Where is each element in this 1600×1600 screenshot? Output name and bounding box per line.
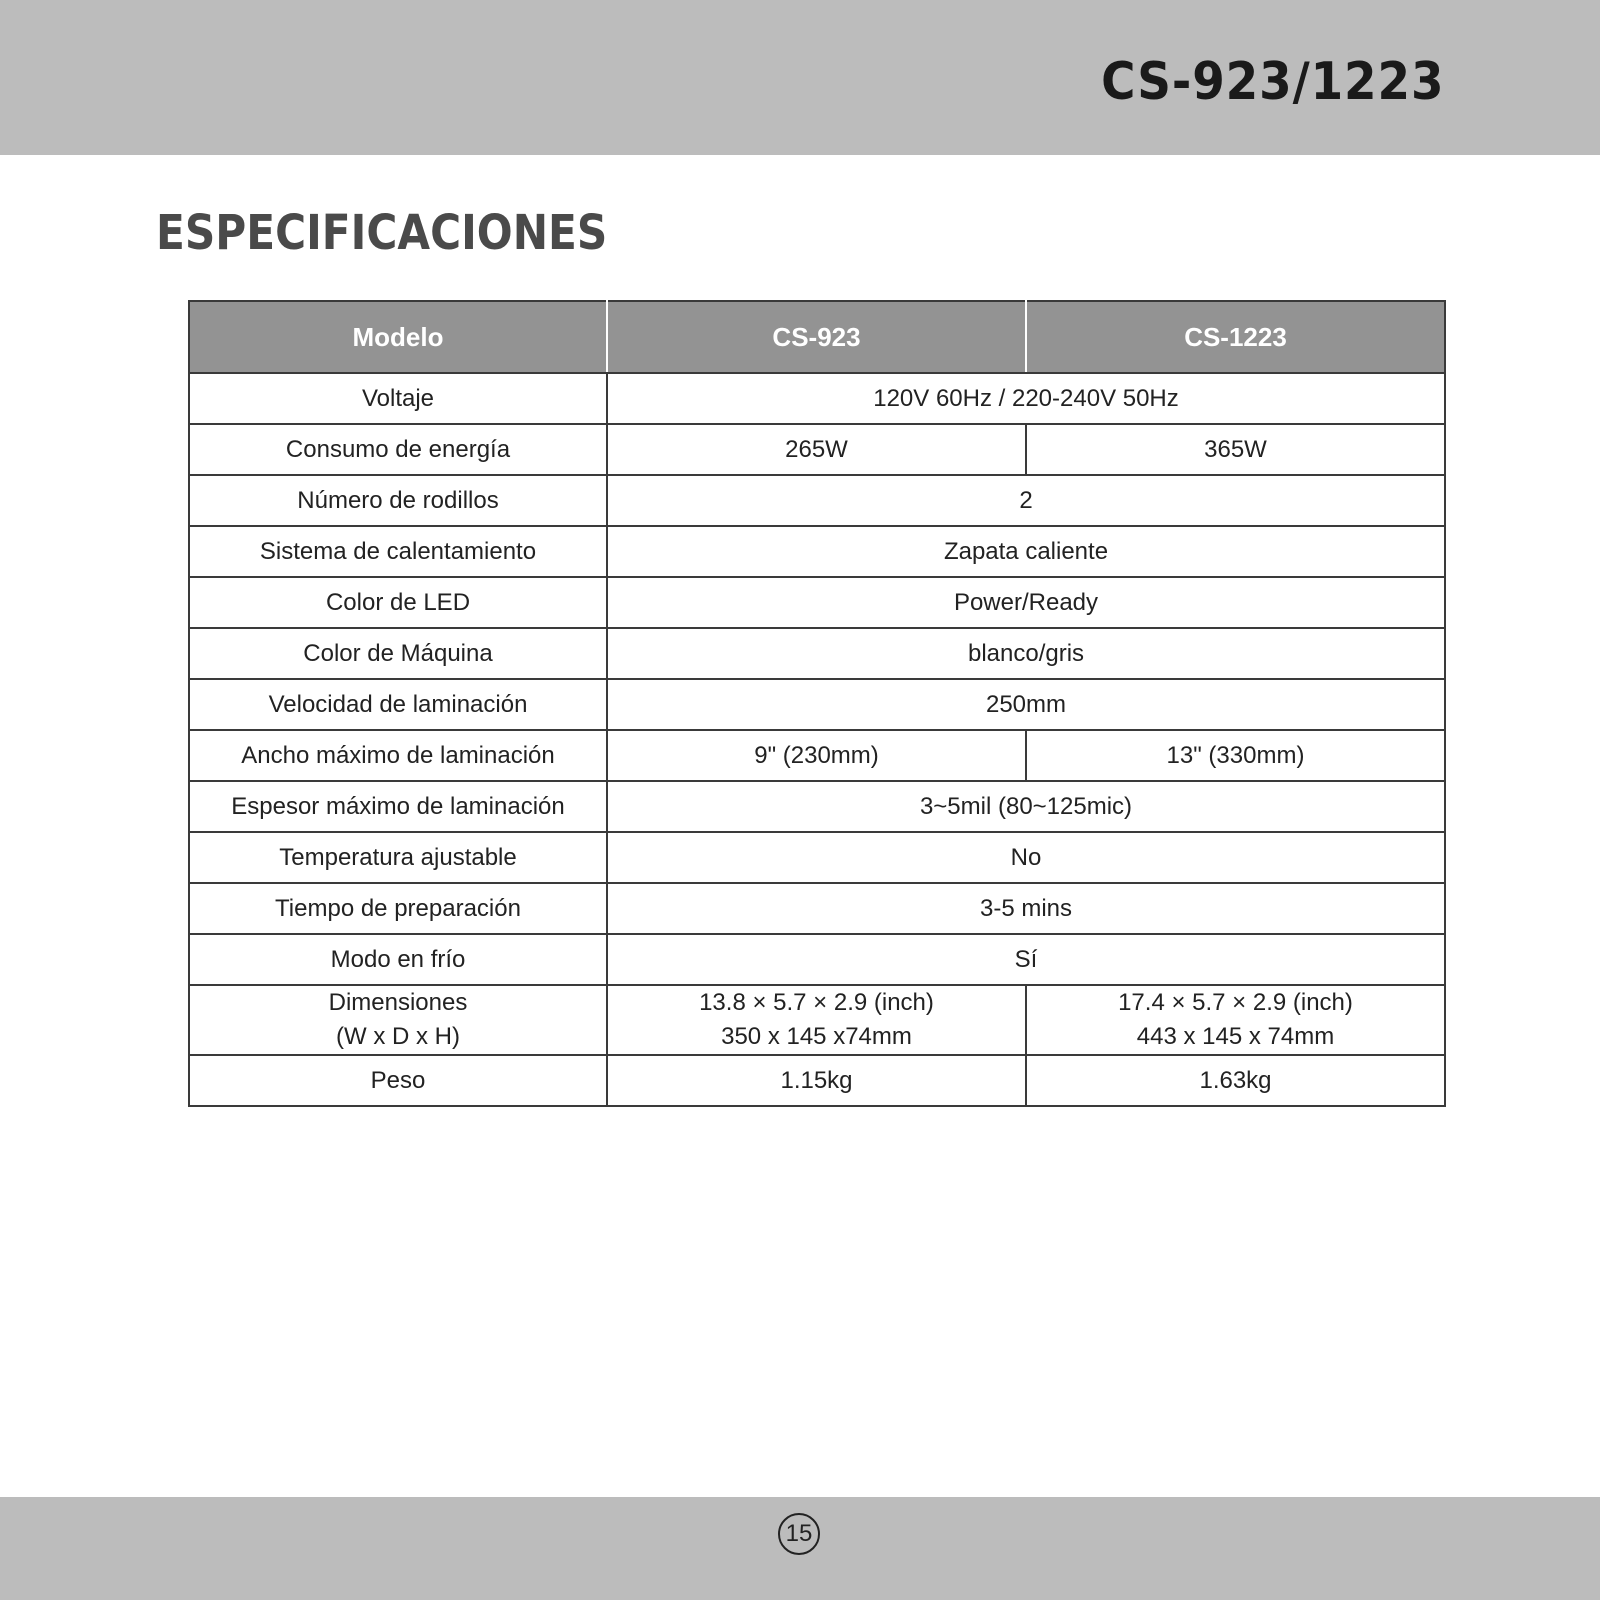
row-value-cs923 — [607, 985, 1026, 1055]
header-cs923: CS-923 — [607, 301, 1026, 373]
header-modelo: Modelo — [189, 301, 607, 373]
row-value: Sí — [607, 934, 1445, 985]
dimension-inch: 17.4 × 5.7 × 2.9 (inch) — [1118, 989, 1353, 1016]
spec-table — [188, 300, 1446, 1107]
table-row — [189, 1055, 1445, 1106]
row-value: No — [607, 832, 1445, 883]
row-label: Consumo de energía — [189, 424, 607, 475]
row-value-cs923: 9" (230mm) — [607, 730, 1026, 781]
dimension-inch: 13.8 × 5.7 × 2.9 (inch) — [699, 989, 934, 1016]
page-title: ESPECIFICACIONES — [156, 205, 608, 261]
row-value-cs923: 1.15kg — [607, 1055, 1026, 1106]
dimension-mm: 443 x 145 x 74mm — [1136, 1023, 1335, 1050]
row-value-cs1223 — [1026, 985, 1445, 1055]
table-row — [189, 577, 1445, 628]
table-row — [189, 526, 1445, 577]
table-row — [189, 679, 1445, 730]
row-value: Power/Ready — [607, 577, 1445, 628]
table-row — [189, 934, 1445, 985]
row-label: Modo en frío — [189, 934, 607, 985]
row-label: Temperatura ajustable — [189, 832, 607, 883]
row-label: Espesor máximo de laminación — [189, 781, 607, 832]
dimension-mm: 350 x 145 x74mm — [721, 1023, 912, 1050]
row-label: Color de Máquina — [189, 628, 607, 679]
header-band — [0, 0, 1600, 155]
row-value: blanco/gris — [607, 628, 1445, 679]
row-label — [189, 985, 607, 1055]
table-row — [189, 424, 1445, 475]
row-value: 120V 60Hz / 220-240V 50Hz — [607, 373, 1445, 424]
table-row — [189, 628, 1445, 679]
row-label-line1: Dimensiones — [328, 989, 468, 1016]
row-label: Voltaje — [189, 373, 607, 424]
row-value-cs923: 265W — [607, 424, 1026, 475]
page-number: 15 — [778, 1513, 820, 1555]
table-row — [189, 781, 1445, 832]
row-label: Número de rodillos — [189, 475, 607, 526]
header-cs1223: CS-1223 — [1026, 301, 1445, 373]
table-row — [189, 883, 1445, 934]
row-label-line2: (W x D x H) — [336, 1023, 460, 1050]
row-value: 2 — [607, 475, 1445, 526]
row-label: Velocidad de laminación — [189, 679, 607, 730]
row-label: Peso — [189, 1055, 607, 1106]
table-row — [189, 475, 1445, 526]
row-value: 3-5 mins — [607, 883, 1445, 934]
model-code: CS-923/1223 — [1100, 52, 1444, 112]
table-row — [189, 985, 1445, 1055]
row-label: Ancho máximo de laminación — [189, 730, 607, 781]
row-value-cs1223: 1.63kg — [1026, 1055, 1445, 1106]
table-row — [189, 730, 1445, 781]
table-header-row — [189, 301, 1445, 373]
row-label: Tiempo de preparación — [189, 883, 607, 934]
table-row — [189, 832, 1445, 883]
table-row — [189, 373, 1445, 424]
row-value: 250mm — [607, 679, 1445, 730]
row-value: 3~5mil (80~125mic) — [607, 781, 1445, 832]
row-value-cs1223: 13" (330mm) — [1026, 730, 1445, 781]
row-label: Sistema de calentamiento — [189, 526, 607, 577]
row-value: Zapata caliente — [607, 526, 1445, 577]
row-label: Color de LED — [189, 577, 607, 628]
row-value-cs1223: 365W — [1026, 424, 1445, 475]
